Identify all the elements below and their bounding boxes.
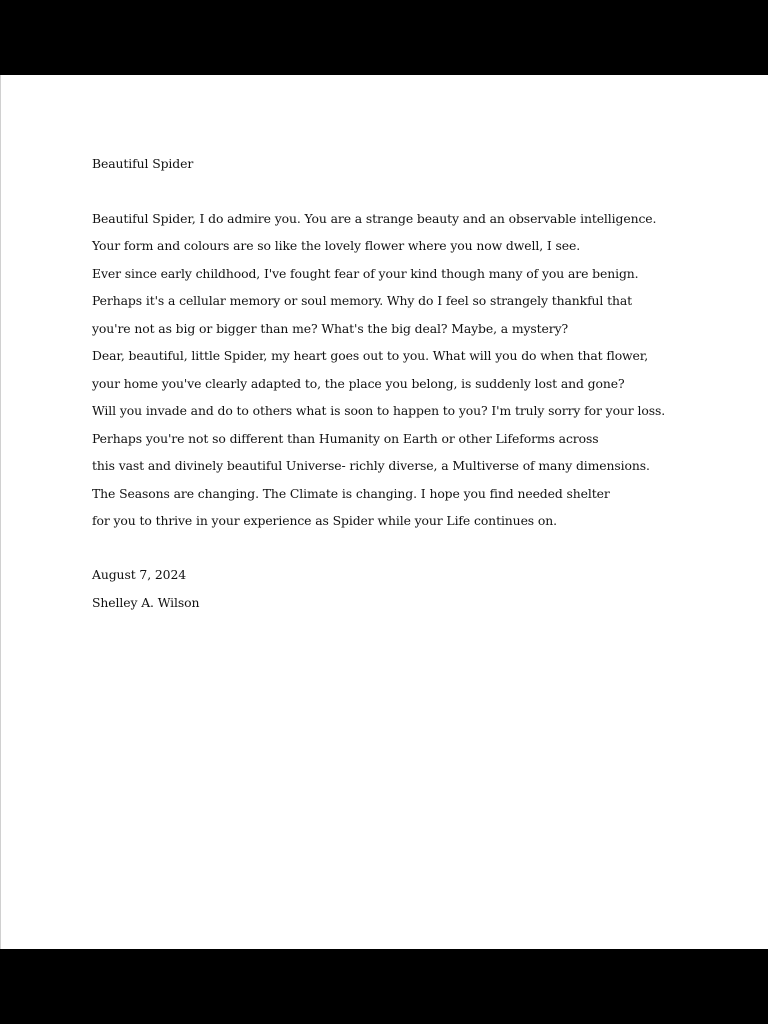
poem-line-7: your home you've clearly adapted to, the place you belong, is suddenly lost and gone?	[92, 376, 625, 391]
poem-line-10: this vast and divinely beautiful Universe- richly diverse, a Multiverse of many dimensions.	[92, 458, 650, 473]
document-page	[0, 75, 768, 949]
poem-line-6: Dear, beautiful, little Spider, my heart goes out to you. What will you do when that flower,	[92, 348, 649, 363]
poem-line-12: for you to thrive in your experience as Spider while your Life continues on.	[92, 513, 557, 528]
poem-line-5: you're not as big or bigger than me? What's the big deal? Maybe, a mystery?	[92, 321, 569, 336]
poem-line-9: Perhaps you're not so different than Humanity on Earth or other Lifeforms across	[92, 431, 599, 446]
poem-line-2: Your form and colours are so like the lovely flower where you now dwell, I see.	[92, 238, 581, 253]
poem-author: Shelley A. Wilson	[92, 595, 200, 610]
poem-line-8: Will you invade and do to others what is soon to happen to you? I'm truly sorry for your loss.	[92, 403, 666, 418]
poem-date: August 7, 2024	[92, 567, 187, 582]
poem-line-11: The Seasons are changing. The Climate is changing. I hope you find needed shelter	[92, 486, 610, 501]
poem-line-3: Ever since early childhood, I've fought fear of your kind though many of you are benign.	[92, 266, 639, 281]
poem-title: Beautiful Spider	[92, 156, 194, 171]
poem-line-4: Perhaps it's a cellular memory or soul memory. Why do I feel so strangely thankful that	[92, 293, 633, 308]
poem-line-1: Beautiful Spider, I do admire you. You are a strange beauty and an observable intelligence.	[92, 211, 657, 226]
